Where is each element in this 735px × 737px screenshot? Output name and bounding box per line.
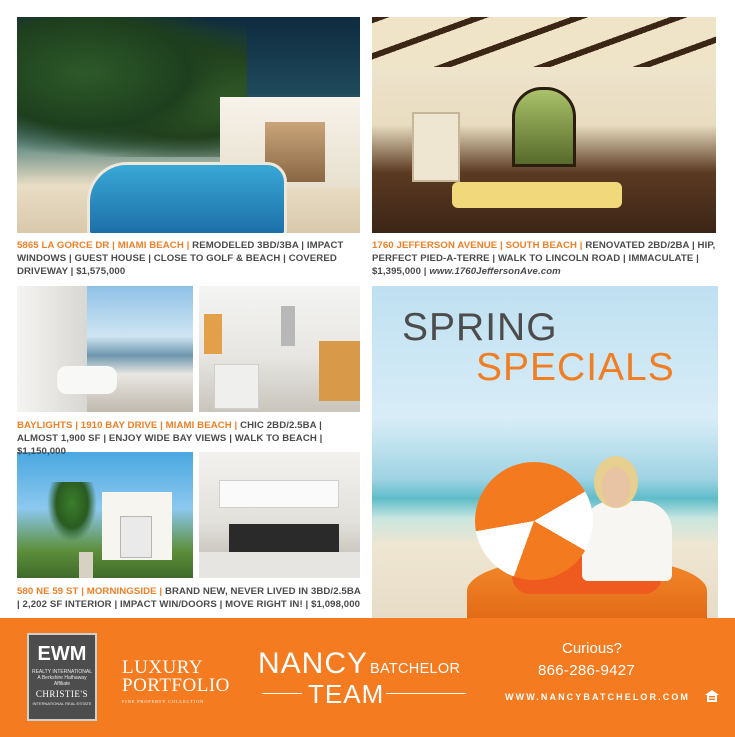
logo-batchelor: BATCHELOR [370, 661, 461, 677]
listing-caption [17, 240, 362, 278]
headline-specials: SPECIALS [476, 346, 675, 389]
hero-banner [372, 286, 718, 618]
luxury-portfolio-line1: LUXURY [122, 657, 204, 678]
luxury-portfolio-line2: PORTFOLIO [122, 675, 230, 696]
listing-caption [17, 420, 362, 458]
wood-cabinet [319, 341, 360, 401]
listing-address: BAYLIGHTS | 1910 BAY DRIVE | MIAMI BEACH | [17, 420, 238, 431]
listing-details: BRAND NEW, NEVER LIVED IN 3BD/2.5BA | 2,202 SF INTERIOR | IMPACT WIN/DOORS | MOVE RIGHT IN! | $1,098,000 [17, 586, 361, 610]
listing-details: CHIC 2BD/2.5BA | ALMOST 1,900 SF | ENJOY WIDE BAY VIEWS | WALK TO BEACH | $1,150,000 [17, 420, 323, 457]
countertop [199, 552, 360, 578]
logo-team: TEAM [308, 679, 385, 709]
agent-portrait [594, 456, 638, 508]
sofa [452, 182, 622, 208]
kitchen-island [214, 364, 259, 409]
listing-caption [372, 240, 718, 278]
living-room-photo [372, 17, 716, 233]
fireplace [412, 112, 460, 182]
swimming-pool [87, 162, 287, 233]
lounge-chair [57, 366, 117, 394]
white-house [102, 492, 172, 560]
kitchen-photo [199, 286, 360, 412]
arched-window [512, 87, 576, 167]
christies-logo-subtext: INTERNATIONAL REAL ESTATE [32, 701, 92, 706]
equal-housing-icon [705, 690, 719, 702]
listing-address: 1760 JEFFERSON AVENUE | SOUTH BEACH | [372, 240, 583, 251]
website-link[interactable]: WWW.NANCYBATCHELOR.COM [505, 692, 691, 702]
headline-spring: SPRING [402, 306, 558, 349]
bay-view-photo [17, 286, 193, 412]
footer-bar [0, 618, 735, 737]
logo-nancy: NANCY [258, 647, 369, 680]
ewm-logo-text: EWM [37, 643, 87, 665]
beach-ball [475, 462, 593, 580]
palm-trees [17, 17, 247, 157]
listing-website-link[interactable]: www.1760JeffersonAve.com [429, 265, 561, 277]
pool-photo [17, 17, 360, 233]
contact-block [505, 640, 725, 720]
ewm-christies-logo [27, 633, 97, 721]
palm-tree [47, 482, 97, 542]
ceiling-beams [372, 17, 716, 67]
logo-divider [386, 693, 466, 694]
listing-address: 580 NE 59 ST | MORNINGSIDE | [17, 586, 163, 597]
modern-kitchen-photo [199, 452, 360, 578]
agent-figure [582, 501, 672, 581]
wood-cabinet [204, 314, 222, 354]
nancy-batchelor-team-logo [258, 648, 468, 710]
upper-cabinets [219, 480, 339, 508]
range-hood [281, 306, 295, 346]
listing-details: RENOVATED 2BD/2BA | HIP, PERFECT PIED-A-TERRE | WALK TO LINCOLN ROAD | IMMACULATE | $1,395,000 | [372, 240, 716, 277]
christies-logo-text: CHRISTIE'S [35, 689, 89, 699]
logo-divider [262, 693, 302, 694]
listing-details: REMODELED 3BD/3BA | IMPACT WINDOWS | GUEST HOUSE | CLOSE TO GOLF & BEACH | COVERED DRIVEWAY | $1,575,000 [17, 240, 344, 277]
listing-caption [17, 586, 362, 612]
walkway [79, 552, 93, 578]
house-photo [17, 452, 193, 578]
contact-question: Curious? [562, 640, 623, 657]
ewm-logo-subtext: REALTY INTERNATIONAL A Berkshire Hathaway Affiliate [31, 669, 92, 687]
luxury-portfolio-logo [118, 657, 230, 718]
listing-address: 5865 LA GORCE DR | MIAMI BEACH | [17, 240, 190, 251]
phone-link[interactable]: 866-286-9427 [538, 662, 636, 679]
luxury-portfolio-line3: FINE PROPERTY COLLECTION [122, 699, 205, 704]
